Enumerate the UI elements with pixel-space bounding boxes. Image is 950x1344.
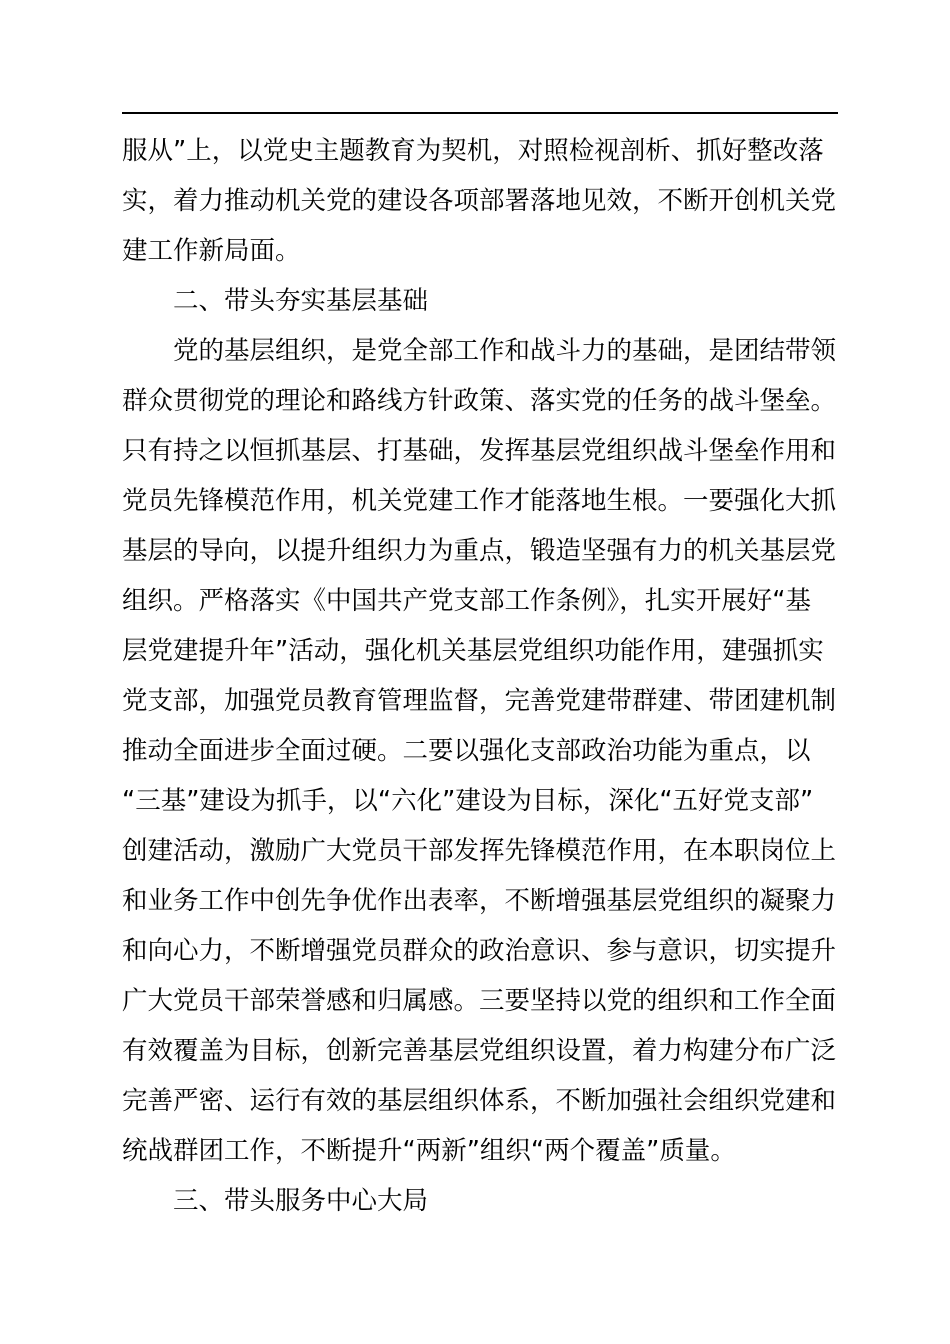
text-line: “三基”建设为抓手，以“六化”建设为目标，深化“五好党支部” xyxy=(122,786,814,816)
text-line: 层党建提升年”活动，强化机关基层党组织功能作用，建强抓实 xyxy=(122,636,824,666)
section-heading-2: 二、带头夯实基层基础 xyxy=(173,286,429,316)
text-line: 建工作新局面。 xyxy=(122,236,301,266)
text-line: 完善严密、运行有效的基层组织体系，不断加强社会组织党建和 xyxy=(122,1086,837,1116)
text-line: 群众贯彻党的理论和路线方针政策、落实党的任务的战斗堡垒。 xyxy=(122,386,837,416)
document-body xyxy=(122,126,838,1226)
text-line: 只有持之以恒抓基层、打基础，发挥基层党组织战斗堡垒作用和 xyxy=(122,436,837,466)
text-line: 基层的导向，以提升组织力为重点，锻造坚强有力的机关基层党 xyxy=(122,536,837,566)
text-line: 服从”上，以党史主题教育为契机，对照检视剖析、抓好整改落 xyxy=(122,136,824,166)
section-heading-3: 三、带头服务中心大局 xyxy=(173,1186,429,1216)
text-line: 推动全面进步全面过硬。二要以强化支部政治功能为重点，以 xyxy=(122,736,811,766)
text-line: 实，着力推动机关党的建设各项部署落地见效，不断开创机关党 xyxy=(122,186,837,216)
text-line: 党员先锋模范作用，机关党建工作才能落地生根。一要强化大抓 xyxy=(122,486,837,516)
text-line: 和向心力，不断增强党员群众的政治意识、参与意识，切实提升 xyxy=(122,936,837,966)
text-line: 统战群团工作，不断提升“两新”组织“两个覆盖”质量。 xyxy=(122,1136,736,1166)
text-line: 党支部，加强党员教育管理监督，完善党建带群建、带团建机制 xyxy=(122,686,837,716)
text-line: 组织。严格落实《中国共产党支部工作条例》，扎实开展好“基 xyxy=(122,586,811,616)
text-line: 创建活动，激励广大党员干部发挥先锋模范作用，在本职岗位上 xyxy=(122,836,837,866)
text-line: 有效覆盖为目标，创新完善基层党组织设置，着力构建分布广泛 xyxy=(122,1036,837,1066)
paragraph-first-line: 党的基层组织，是党全部工作和战斗力的基础，是团结带领 xyxy=(173,336,837,366)
text-line: 和业务工作中创先争优作出表率，不断增强基层党组织的凝聚力 xyxy=(122,886,837,916)
text-line: 广大党员干部荣誉感和归属感。三要坚持以党的组织和工作全面 xyxy=(122,986,837,1016)
header-rule xyxy=(122,112,838,114)
